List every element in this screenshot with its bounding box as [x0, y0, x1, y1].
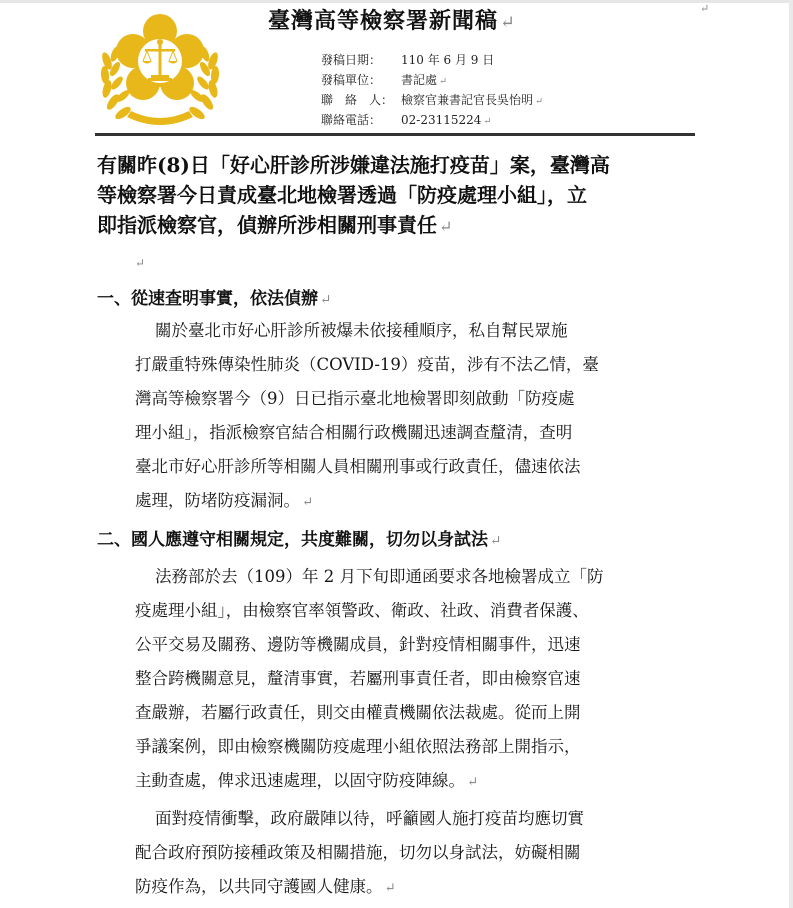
section-title-text: 二、國人應遵守相關規定，共度難關，切勿以身試法	[97, 530, 488, 550]
body-line	[135, 874, 396, 902]
document-title-text: 臺灣高等檢察署新聞稿	[268, 8, 499, 34]
meta-key: 發稿日期：	[321, 53, 382, 67]
paragraph-mark: ↵	[500, 13, 516, 33]
body-line	[135, 488, 313, 516]
body-line: 配合政府預防接種政策及相關措施，切勿以身試法，妨礙相關	[135, 843, 581, 862]
headline-line	[97, 210, 697, 242]
document-title	[268, 4, 608, 35]
release-meta	[321, 50, 651, 130]
body-line	[135, 768, 478, 796]
corner-return-mark: ↵	[700, 2, 710, 15]
body-line: 法務部於去（109）年 2 月下旬即通函要求各地檢署成立「防	[155, 567, 604, 586]
paragraph-mark: ↵	[483, 116, 492, 127]
body-line: 疫處理小組」，由檢察官率領警政、衛政、社政、消費者保護、	[135, 601, 589, 620]
paragraph-mark: ↵	[320, 292, 332, 308]
body-line: 關於臺北市好心肝診所被爆未依接種順序，私自幫民眾施	[155, 321, 568, 340]
body-line: 理小組」，指派檢察官結合相關行政機關迅速調查釐清，查明	[135, 423, 573, 442]
section-title-text: 一、從速查明事實，依法偵辦	[97, 289, 318, 309]
body-line: 面對疫情衝擊，政府嚴陣以待，呼籲國人施打疫苗均應切實	[155, 809, 584, 828]
frame-right-border	[789, 0, 793, 908]
paragraph-mark: ↵	[439, 76, 448, 87]
meta-row-unit	[321, 70, 651, 90]
prosecutor-emblem-icon	[93, 9, 227, 133]
meta-key: 聯絡電話：	[321, 113, 382, 127]
body-line: 公平交易及關務、邊防等機關成員，針對疫情相關事件，迅速	[135, 635, 581, 654]
frame-top-border	[0, 0, 793, 3]
body-line: 灣高等檢察署今（9）日已指示臺北地檢署即刻啟動「防疫處	[135, 389, 575, 408]
meta-value: 檢察官兼書記官長吳怡明	[401, 93, 534, 107]
body-line-text: 處理，防堵防疫漏洞。	[135, 491, 300, 510]
meta-key: 聯 絡 人：	[321, 93, 394, 107]
body-line-text: 防疫作為，以共同守護國人健康。	[135, 877, 383, 896]
paragraph-mark: ↵	[384, 881, 396, 896]
paragraph-mark: ↵	[535, 96, 544, 107]
meta-value: 110 年 6 月 9 日	[401, 53, 495, 67]
empty-paragraph-mark: ↵	[135, 256, 146, 270]
body-line: 整合跨機關意見，釐清事實，若屬刑事責任者，即由檢察官速	[135, 669, 581, 688]
meta-row-date	[321, 50, 651, 70]
body-line-text: 主動查處，俾求迅速處理，以固守防疫陣線。	[135, 771, 465, 790]
headline-line: 有關昨(8)日「好心肝診所涉嫌違法施打疫苗」案，臺灣高	[97, 153, 610, 177]
meta-value: 書記處	[401, 73, 438, 87]
paragraph-mark: ↵	[490, 533, 502, 549]
paragraph-mark: ↵	[439, 217, 453, 236]
meta-key: 發稿單位：	[321, 73, 382, 87]
body-line: 打嚴重特殊傳染性肺炎（COVID-19）疫苗，涉有不法乙情，臺	[135, 355, 599, 374]
paragraph-mark: ↵	[467, 775, 479, 790]
headline-line-text: 即指派檢察官，偵辦所涉相關刑事責任	[97, 213, 437, 237]
headline	[97, 150, 697, 242]
body-line: 爭議案例，即由檢察機關防疫處理小組依照法務部上開指示，	[135, 737, 581, 756]
section-2-title	[97, 527, 697, 554]
meta-row-phone	[321, 110, 651, 130]
body-line: 臺北市好心肝診所等相關人員相關刑事或行政責任，儘速依法	[135, 457, 581, 476]
meta-row-contact	[321, 90, 651, 110]
headline-line: 等檢察署今日責成臺北地檢署透過「防疫處理小組」，立	[97, 183, 587, 207]
body-line: 查嚴辦，若屬行政責任，則交由權責機關依法裁處。從而上開	[135, 703, 581, 722]
meta-value: 02-23115224	[401, 113, 482, 127]
section-1-title	[97, 286, 697, 313]
header-rule	[95, 133, 695, 136]
paragraph-mark: ↵	[302, 495, 314, 510]
